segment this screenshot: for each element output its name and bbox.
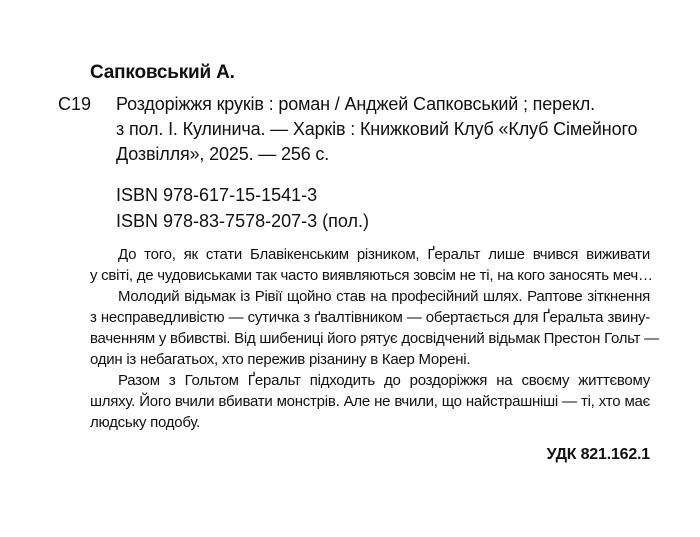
annotation-line: шляху. Його вчили вбивати монстрів. Але не вчили, що найстрашніші — ті, хто має bbox=[90, 393, 650, 410]
bibliographic-description bbox=[116, 92, 646, 167]
isbn-block bbox=[116, 182, 369, 234]
bibliographic-line: Роздоріжжя круків : роман / Анджей Сапковський ; перекл. bbox=[116, 94, 595, 114]
annotation-line: Молодий відьмак із Рівії щойно став на професійний шлях. Раптове зіткнення bbox=[118, 288, 650, 305]
annotation-line: один із небагатьох, хто пережив різанину в Каер Морені. bbox=[90, 351, 471, 368]
annotation-line: До того, як стати Блавікенським різником, Ґеральт лише вчився виживати bbox=[118, 246, 650, 263]
shelf-code: С19 bbox=[58, 94, 92, 114]
annotation-line: ваченням у вбивстві. Від шибениці його рятує досвідчений відьмак Престон Гольт — bbox=[90, 330, 659, 347]
annotation-line: з несправедливістю — сутичка з ґвалтівником — обертається для Ґеральта звину- bbox=[90, 309, 650, 326]
annotation-line: людську подобу. bbox=[90, 414, 201, 431]
udc-code: УДК 821.162.1 bbox=[546, 446, 650, 463]
annotation bbox=[90, 244, 659, 433]
annotation-line: у світі, де чудовиськами так часто виявляються зовсім не ті, на кого заносять меч… bbox=[90, 267, 653, 284]
isbn-line: ISBN 978-617-15-1541-3 bbox=[116, 185, 318, 205]
bibliographic-line: з пол. І. Кулинича. — Харків : Книжковий Клуб «Клуб Сімейного bbox=[116, 119, 638, 139]
isbn-line: ISBN 978-83-7578-207-3 (пол.) bbox=[116, 211, 369, 231]
annotation-line: Разом з Гольтом Ґеральт підходить до роздоріжжя на своєму життєвому bbox=[118, 372, 650, 389]
author-heading: Сапковський А. bbox=[90, 62, 235, 83]
bibliographic-line: Дозвілля», 2025. — 256 с. bbox=[116, 144, 330, 164]
